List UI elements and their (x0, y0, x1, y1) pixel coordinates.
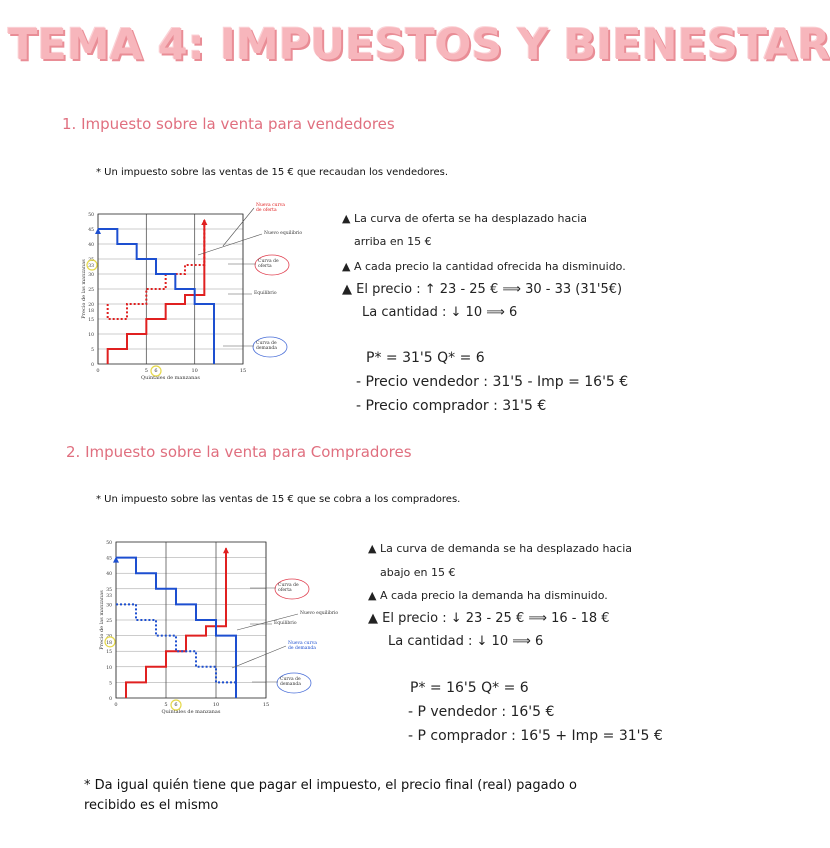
s2-note-3: ▲ A cada precio la demanda ha disminuido. (368, 589, 608, 602)
y-tick-label: 25 (106, 619, 112, 624)
y-tick-label: 40 (88, 243, 94, 248)
annotation-label: Nueva curva (288, 641, 317, 646)
s2-note-2: abajo en 15 € (380, 566, 456, 579)
x-axis-label: Quintales de manzanas (141, 375, 200, 381)
y-tick-label: 50 (88, 213, 94, 218)
section2-heading: 2. Impuesto sobre la venta para Compradores (66, 443, 412, 461)
annotation-label: Nueva curva (256, 203, 285, 208)
y-tick-label: 15 (88, 318, 94, 323)
y-axis-label: Precio de las manzanas (81, 259, 87, 319)
annotation-leader (232, 646, 286, 668)
series-line (116, 558, 236, 698)
series-arrowhead (201, 219, 207, 225)
footnote: * Da igual quién tiene que pagar el impuesto, el precio final (real) pagado o recibido es el mismo (84, 778, 577, 813)
series-line (108, 220, 205, 364)
s2-formula-3: - P comprador : 16'5 + Imp = 31'5 € (408, 728, 663, 744)
annotation-label: oferta (278, 588, 292, 593)
annotation-label: Curva de (258, 259, 279, 264)
section2-chart (82, 528, 402, 720)
annotation-label: Curva de (280, 677, 301, 682)
annotation-label: demanda (280, 682, 301, 687)
s1-note-3: ▲ A cada precio la cantidad ofrecida ha disminuido. (342, 260, 626, 273)
s1-note-5: La cantidad : ↓ 10 ⟹ 6 (362, 305, 518, 320)
annotation-label: demanda (256, 346, 277, 351)
y-tick-label: 50 (106, 541, 112, 546)
y-tick-label: 18 (106, 640, 112, 646)
x-tick-label: 10 (212, 702, 220, 708)
x-tick-label: 0 (114, 702, 118, 708)
y-tick-label: 20 (88, 303, 94, 308)
x-tick-label: 5 (164, 702, 168, 708)
y-tick-label: 5 (91, 348, 94, 353)
y-tick-label: 33 (88, 264, 94, 269)
y-tick-label: 20 (106, 634, 112, 640)
y-tick-label: 15 (106, 650, 112, 656)
x-tick-label: 6 (154, 368, 158, 374)
y-tick-label: 18 (88, 309, 94, 314)
annotation-label: Curva de (256, 341, 277, 346)
y-tick-label: 30 (88, 273, 94, 278)
x-tick-label: 15 (239, 368, 247, 374)
annotation-label: Nuevo equilibrio (300, 611, 339, 616)
series-arrowhead (223, 547, 229, 553)
s2-formula-2: - P vendedor : 16'5 € (408, 704, 555, 720)
x-tick-label: 6 (174, 702, 178, 708)
s2-note-4: ▲ El precio : ↓ 23 - 25 € ⟹ 16 - 18 € (368, 611, 610, 626)
y-tick-label: 0 (91, 363, 94, 368)
s1-note-1: ▲ La curva de oferta se ha desplazado hacia (342, 212, 588, 225)
s1-note-4: ▲ El precio : ↑ 23 - 25 € ⟹ 30 - 33 (31'5€) (342, 282, 623, 297)
y-tick-label: 5 (109, 681, 112, 687)
s1-note-2: arriba en 15 € (354, 235, 432, 248)
y-tick-label: 30 (106, 603, 112, 609)
y-axis-label: Precio de las manzanas (99, 590, 105, 650)
s1-formula-2: - Precio vendedor : 31'5 - Imp = 16'5 € (356, 374, 629, 390)
y-tick-label: 45 (88, 228, 94, 233)
s2-formula-1: P* = 16'5 Q* = 6 (410, 680, 529, 696)
annotation-label: Equilibrio (254, 291, 277, 296)
y-tick-label: 0 (109, 697, 112, 702)
y-tick-label: 10 (88, 333, 94, 338)
s2-note-5: La cantidad : ↓ 10 ⟹ 6 (388, 634, 544, 649)
x-tick-label: 10 (191, 368, 198, 374)
series-line (126, 548, 226, 698)
y-tick-label: 40 (106, 572, 112, 578)
s2-note-1: ▲ La curva de demanda se ha desplazado hacia (368, 542, 632, 555)
annotation-label: de oferta (256, 208, 277, 213)
section1-chart (68, 198, 388, 383)
s1-formula-1: P* = 31'5 Q* = 6 (366, 350, 485, 366)
y-tick-label: 35 (88, 258, 94, 263)
page-title: TEMA 4: IMPUESTOS Y BIENESTAR (8, 20, 830, 70)
y-tick-label: 10 (106, 665, 112, 671)
y-tick-label: 45 (106, 556, 112, 562)
section2-subtitle: * Un impuesto sobre las ventas de 15 € que se cobra a los compradores. (96, 494, 461, 505)
x-axis-label: Quintales de manzanas (161, 709, 221, 715)
annotation-label: Equilibrio (274, 621, 297, 626)
annotation-label: Nuevo equilibrio (264, 231, 303, 236)
annotation-label: de demanda (288, 646, 316, 651)
x-tick-label: 5 (144, 368, 148, 374)
section1-heading: 1. Impuesto sobre la venta para vendedores (62, 115, 395, 133)
section1-subtitle: * Un impuesto sobre las ventas de 15 € que recaudan los vendedores. (96, 167, 449, 178)
x-tick-label: 0 (96, 368, 100, 374)
y-tick-label: 33 (106, 594, 112, 600)
series-line (98, 229, 214, 364)
x-tick-label: 15 (262, 702, 270, 708)
annotation-label: oferta (258, 264, 272, 269)
y-tick-label: 25 (88, 288, 94, 293)
annotation-label: Curva de (278, 583, 299, 588)
y-tick-label: 35 (106, 587, 112, 593)
s1-formula-3: - Precio comprador : 31'5 € (356, 398, 547, 414)
